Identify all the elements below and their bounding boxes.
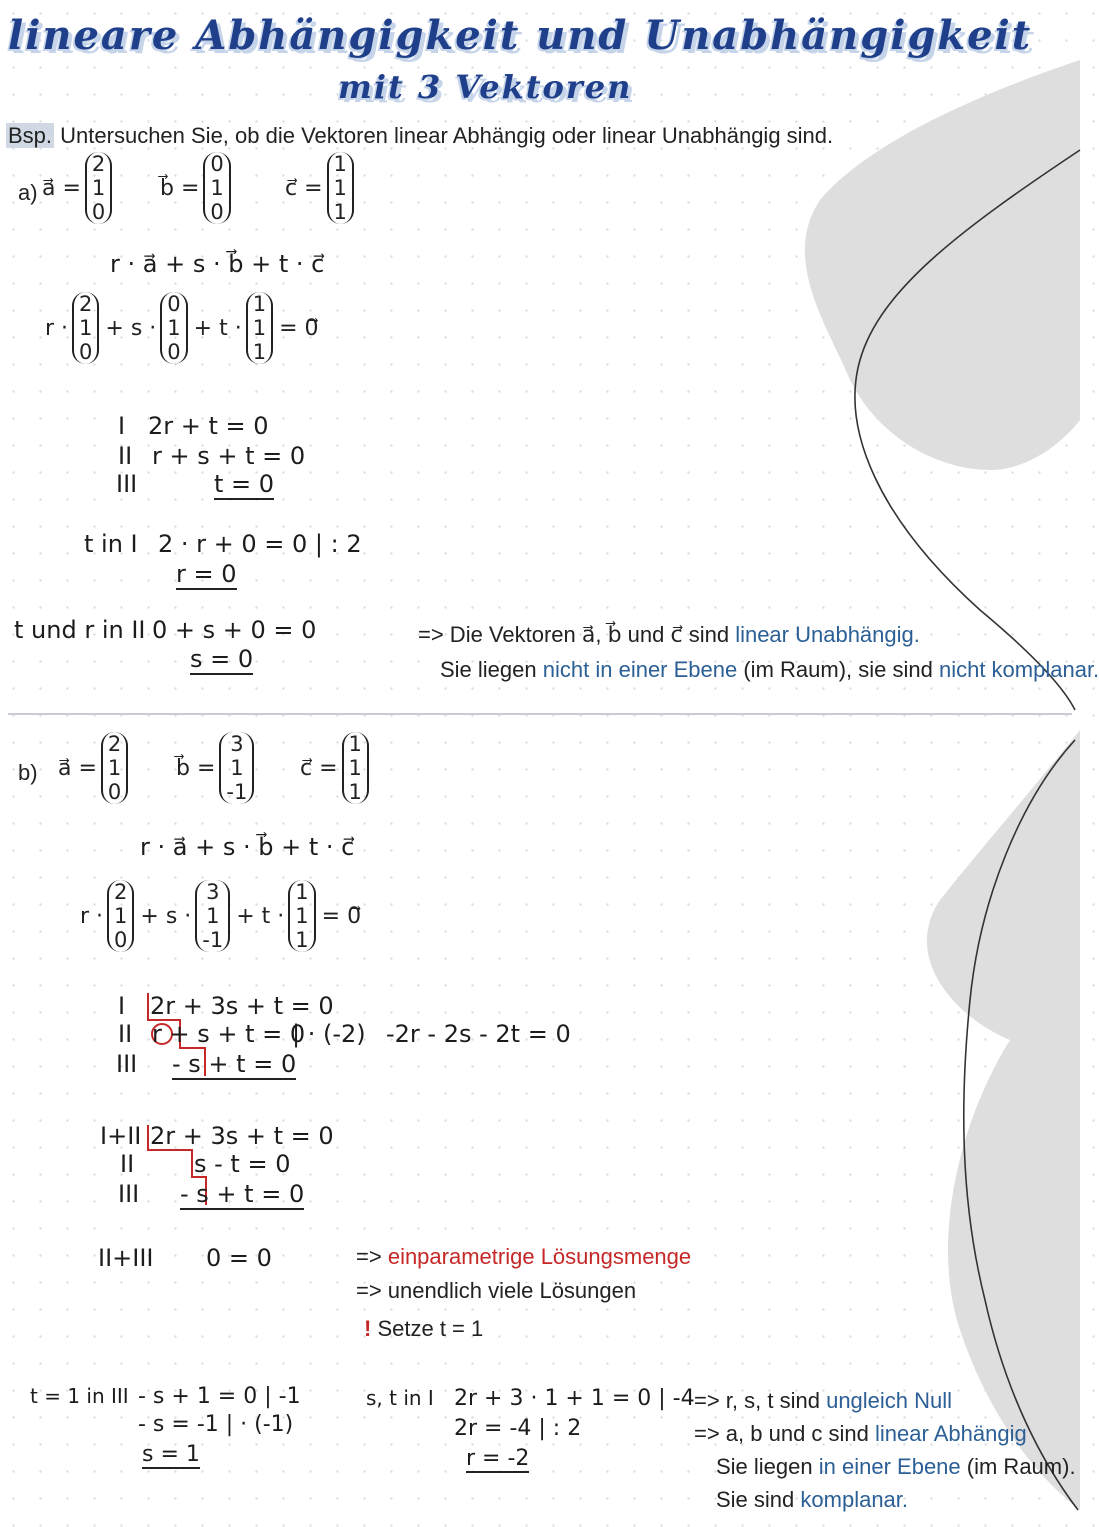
equation-1: 2r + t = 0 (148, 412, 269, 440)
b-vector-b-label: b⃗ = (176, 755, 216, 781)
b-b-x: 3 (230, 732, 244, 756)
conclusion-a-text: => Die Vektoren a⃗, b⃗ und c⃗ sind (418, 622, 730, 647)
final-keyword3: in einer Ebene (818, 1454, 961, 1479)
sum-label: II+III (98, 1244, 154, 1272)
b-b-z: -1 (226, 780, 248, 804)
sum-equation: 0 = 0 (206, 1244, 272, 1272)
step1-equation: 2 · r + 0 = 0 | : 2 (158, 530, 362, 558)
sub2-line3: r = -2 (466, 1446, 530, 1471)
final-text3: Sie liegen (716, 1454, 813, 1479)
step1-label: t in I (84, 530, 138, 558)
b-a-x: 2 (107, 732, 122, 756)
conclusion-a-text3: (im Raum), sie sind (743, 657, 933, 682)
eq-b-y: 1 (167, 316, 181, 340)
vector-b-label: b⃗ = (160, 175, 200, 201)
b-c-z: 1 (348, 780, 362, 804)
b-vector-a-label: a⃗ = (58, 755, 97, 781)
final-keyword1: ungleich Null (826, 1388, 953, 1413)
step2-result: s = 0 (190, 645, 254, 673)
coef-s: + s · (105, 315, 157, 341)
equation-2: r + s + t = 0 (152, 442, 306, 470)
vector-c-y: 1 (333, 176, 347, 200)
eq-a-x: 2 (79, 292, 93, 316)
final-line4 (716, 1487, 908, 1513)
task-prefix: Bsp. (8, 123, 53, 148)
b-eq-a-x: 2 (114, 880, 128, 904)
b-coef-r: r · (80, 903, 104, 929)
linear-combination-b: r · a⃗ + s · b⃗ + t · c⃗ (140, 833, 355, 861)
eq-c-y: 1 (252, 316, 267, 340)
result-line2: => unendlich viele Lösungen (356, 1278, 637, 1303)
b-side-calculation: -2r - 2s - 2t = 0 (386, 1020, 571, 1048)
sub1-label: t = 1 in III (30, 1384, 129, 1408)
vector-a-z: 0 (91, 200, 106, 224)
sub2-line2: 2r = -4 | : 2 (454, 1416, 582, 1441)
task-text: Untersuchen Sie, ob die Vektoren linear Abhängig oder linear Unabhängig sind. (60, 123, 834, 148)
b-eq-a-y: 1 (114, 904, 128, 928)
b-eq-a-z: 0 (114, 928, 128, 952)
part-b-label: b) (18, 760, 38, 785)
b2-equation-1: 2r + 3s + t = 0 (150, 1122, 334, 1150)
b-vector-c-label: c⃗ = (300, 755, 338, 781)
vector-c-x: 1 (333, 152, 347, 176)
vector-b-z: 0 (210, 200, 224, 224)
result-line1 (356, 1244, 691, 1270)
b2-eq-label-2: II (120, 1150, 135, 1178)
coef-r: r · (45, 315, 69, 341)
zero-vector: = 0⃗ (279, 315, 319, 341)
b-eq-label-1: I (118, 992, 126, 1020)
sub1-line3: s = 1 (142, 1442, 200, 1467)
coef-t: + t · (193, 315, 242, 341)
b2-eq-label-3: III (118, 1180, 140, 1208)
warning-icon: ! (364, 1316, 372, 1341)
result-arrow: => (356, 1244, 382, 1269)
final-text2: => a, b und c sind (694, 1421, 869, 1446)
b-a-z: 0 (107, 780, 122, 804)
b-operation: | · (-2) (292, 1020, 366, 1048)
b-eq-c-y: 1 (295, 904, 309, 928)
b-eq-c-z: 1 (295, 928, 309, 952)
b-equation-1: 2r + 3s + t = 0 (150, 992, 334, 1020)
b2-equation-2: s - t = 0 (194, 1150, 291, 1178)
final-keyword2: linear Abhängig (875, 1421, 1027, 1446)
final-line1 (694, 1388, 952, 1414)
step2-equation: 0 + s + 0 = 0 (152, 616, 317, 644)
b-c-y: 1 (348, 756, 362, 780)
final-line2 (694, 1421, 1027, 1447)
vector-a-y: 1 (91, 176, 106, 200)
vector-b-y: 1 (210, 176, 224, 200)
result-set-t: Setze t = 1 (377, 1316, 484, 1341)
page-title: lineare Abhängigkeit und Unabhängigkeit (8, 12, 1033, 59)
eq-b-z: 0 (167, 340, 181, 364)
eq-label-3: III (116, 470, 138, 498)
b2-equation-3: - s + t = 0 (180, 1180, 305, 1208)
b-b-y: 1 (230, 756, 244, 780)
b-eq-b-y: 1 (206, 904, 220, 928)
vector-c-label: c⃗ = (285, 175, 323, 201)
b-coef-t: + t · (236, 903, 285, 929)
eq-label-2: II (118, 442, 133, 470)
sub1-line1: - s + 1 = 0 | -1 (138, 1384, 301, 1409)
b-c-x: 1 (348, 732, 362, 756)
final-text4: Sie sind (716, 1487, 795, 1512)
conclusion-a-text2: Sie liegen (440, 657, 537, 682)
part-a-label: a) (18, 180, 38, 205)
eq-c-z: 1 (252, 340, 267, 364)
sub1-line2: - s = -1 | · (-1) (138, 1412, 294, 1437)
final-text1: => r, s, t sind (694, 1388, 820, 1413)
eq-a-z: 0 (79, 340, 93, 364)
sub2-label: s, t in I (366, 1386, 434, 1410)
final-line3 (716, 1454, 1076, 1480)
eq-label-1: I (118, 412, 126, 440)
page-subtitle: mit 3 Vektoren (338, 68, 633, 106)
conclusion-a-keyword3: nicht komplanar. (938, 657, 1099, 682)
result-line3 (364, 1316, 483, 1342)
conclusion-a-keyword2: nicht in einer Ebene (542, 657, 738, 682)
eq-b-x: 0 (167, 292, 181, 316)
linear-combination: r · a⃗ + s · b⃗ + t · c⃗ (110, 250, 325, 278)
final-keyword4: komplanar. (800, 1487, 909, 1512)
vector-a-label: a⃗ = (42, 175, 81, 201)
equation-3: t = 0 (214, 470, 275, 498)
b-eq-b-x: 3 (206, 880, 220, 904)
b-equation-3: - s + t = 0 (172, 1050, 297, 1078)
conclusion-a-keyword: linear Unabhängig. (735, 622, 920, 647)
final-text3b: (im Raum). (966, 1454, 1076, 1479)
b-eq-b-z: -1 (202, 928, 224, 952)
eq-c-x: 1 (252, 292, 267, 316)
b-eq-c-x: 1 (295, 880, 309, 904)
b-coef-s: + s · (140, 903, 192, 929)
step1-result: r = 0 (176, 560, 237, 588)
b-equation-2: r + s + t = 0 (152, 1020, 306, 1048)
b-zero-vector: = 0⃗ (321, 903, 362, 929)
b-a-y: 1 (107, 756, 122, 780)
vector-b-x: 0 (210, 152, 224, 176)
eq-a-y: 1 (79, 316, 93, 340)
vector-c-z: 1 (333, 200, 347, 224)
result-keyword: einparametrige Lösungsmenge (387, 1244, 692, 1269)
step2-label: t und r in II (14, 616, 146, 644)
b2-eq-label-1: I+II (100, 1122, 142, 1150)
b-eq-label-3: III (116, 1050, 138, 1078)
sub2-line1: 2r + 3 · 1 + 1 = 0 | -4 (454, 1386, 695, 1411)
b-eq-label-2: II (118, 1020, 133, 1048)
vector-a-x: 2 (91, 152, 106, 176)
